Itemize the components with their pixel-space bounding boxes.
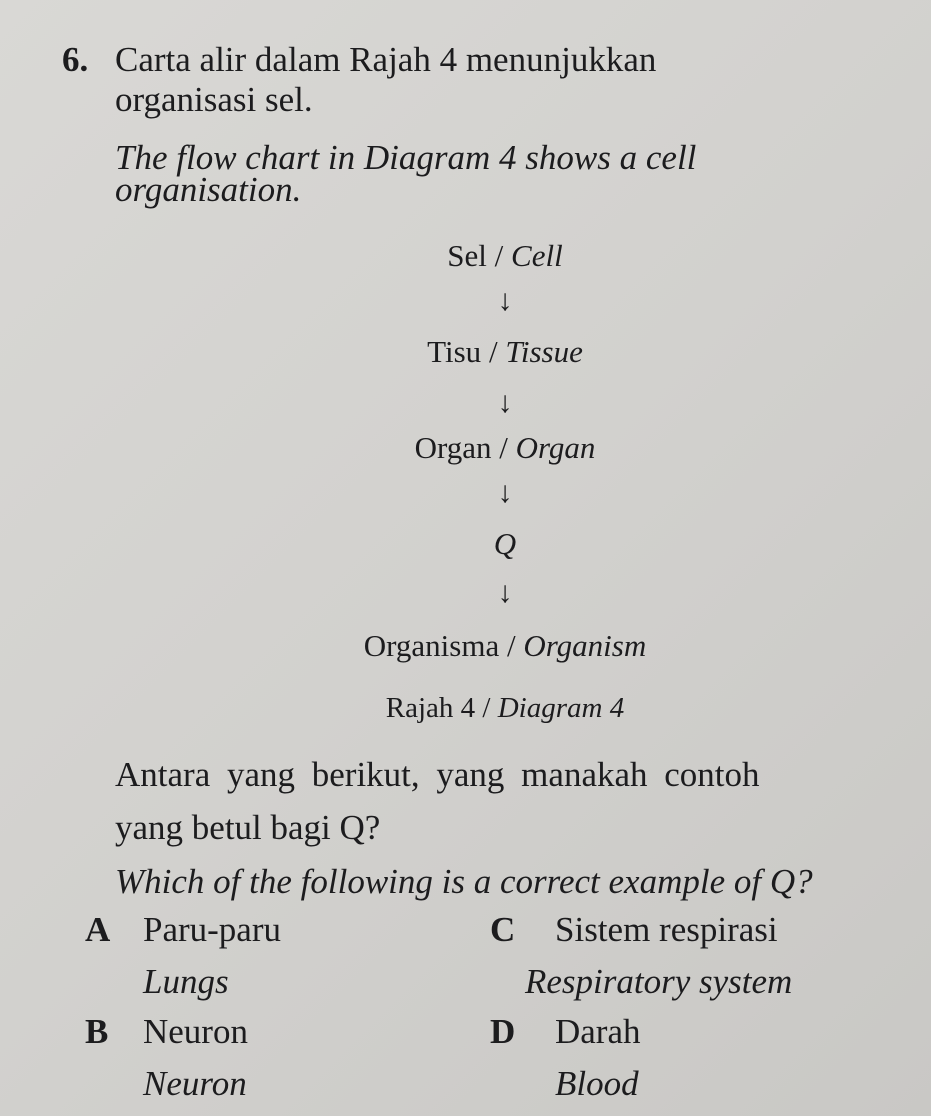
caption-ms: Rajah 4 <box>385 692 476 724</box>
separator: / <box>475 692 498 724</box>
flow-level-organism <box>0 628 931 664</box>
diagram-caption <box>0 692 931 725</box>
question-number: 6. <box>62 40 89 79</box>
stem-ms-line-1 <box>115 40 885 80</box>
option-letter: C <box>490 910 516 949</box>
label-en: Tissue <box>505 334 583 369</box>
arrow-down-icon: ↓ <box>497 386 513 419</box>
option-en: Neuron <box>143 1064 247 1103</box>
caption-en: Diagram 4 <box>497 692 625 724</box>
label-ms: Sel <box>447 238 487 273</box>
label-ms: Tisu <box>427 334 482 369</box>
stem-en-line-1: The flow chart in Diagram 4 shows a cell <box>115 138 697 177</box>
option-letter: A <box>85 910 111 949</box>
label-ms: Organisma <box>363 628 500 663</box>
option-ms: Sistem respirasi <box>555 910 778 949</box>
arrow-down-icon: ↓ <box>497 576 513 609</box>
label-en: Cell <box>511 238 563 273</box>
option-letter: B <box>85 1012 109 1051</box>
flow-level-organ <box>0 430 931 466</box>
stem-en-line-2: organisation. <box>115 170 302 209</box>
arrow-down-icon: ↓ <box>497 284 513 317</box>
flow-level-q: Q <box>493 526 517 561</box>
option-en: Lungs <box>143 962 229 1001</box>
label-en: Organism <box>523 628 647 663</box>
flow-level-cell <box>0 238 931 274</box>
option-ms: Neuron <box>143 1012 248 1051</box>
flow-level-tissue <box>0 334 931 370</box>
separator: / <box>486 238 512 273</box>
option-en: Respiratory system <box>525 962 793 1001</box>
prompt-en: Which of the following is a correct example of Q? <box>115 862 813 901</box>
prompt-ms-line-1: Antara yang berikut, yang manakah contoh <box>115 755 760 794</box>
label-ms: Organ <box>414 430 492 465</box>
text: Carta alir dalam Rajah 4 menunjukkan <box>115 40 657 79</box>
separator: / <box>491 430 516 465</box>
separator: / <box>481 334 506 369</box>
option-ms: Darah <box>555 1012 641 1051</box>
option-en: Blood <box>555 1064 639 1103</box>
arrow-down-icon: ↓ <box>497 476 513 509</box>
option-letter: D <box>490 1012 516 1051</box>
label-en: Organ <box>515 430 596 465</box>
separator: / <box>499 628 524 663</box>
option-ms: Paru-paru <box>143 910 282 949</box>
stem-ms-line-2: organisasi sel. <box>115 80 313 119</box>
prompt-ms-line-2: yang betul bagi Q? <box>115 808 381 847</box>
